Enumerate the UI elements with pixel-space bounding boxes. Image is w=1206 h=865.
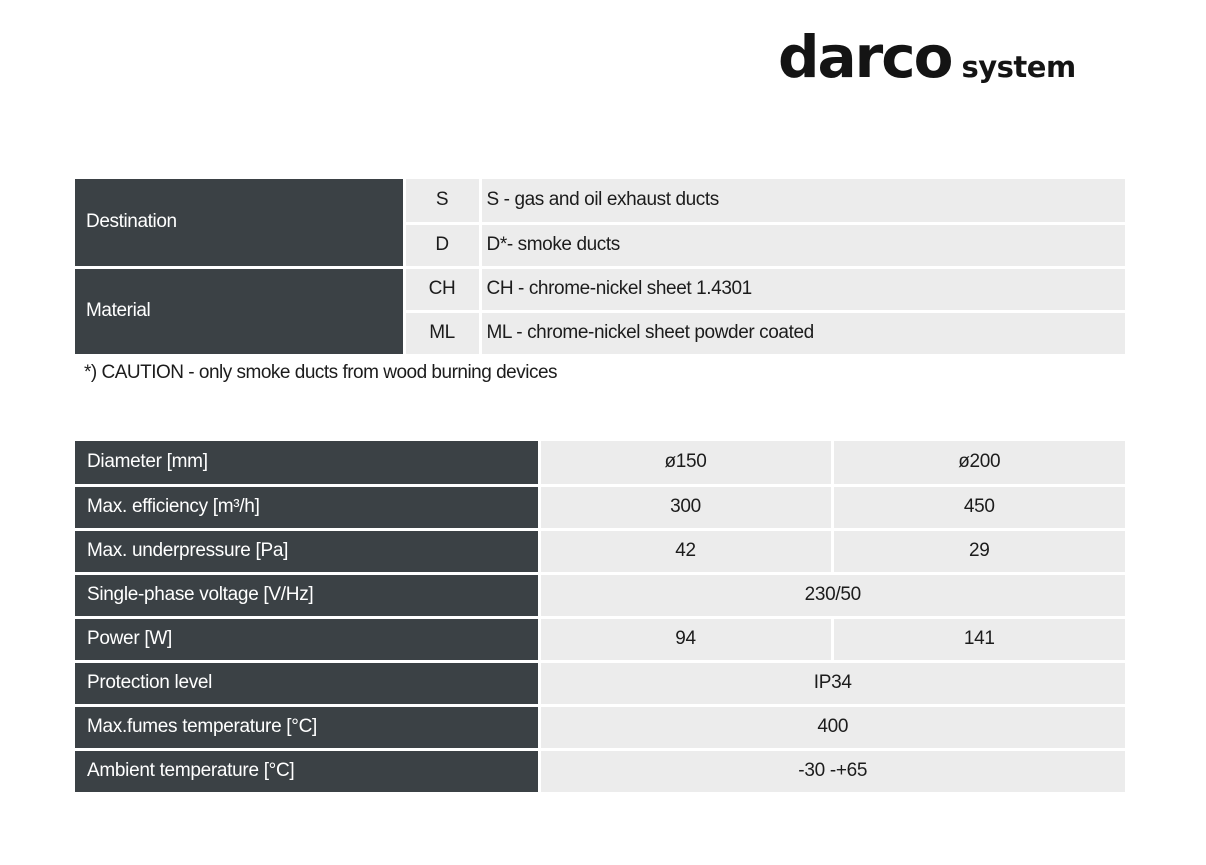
logo-subtitle: system [961, 50, 1076, 84]
spec-value: IP34 [539, 661, 1125, 705]
code-cell: ML [404, 311, 480, 355]
spec-value: 450 [832, 485, 1125, 529]
spec-value: -30 -+65 [539, 749, 1125, 793]
description-cell: CH - chrome-nickel sheet 1.4301 [480, 267, 1125, 311]
spec-label: Max.fumes temperature [°C] [75, 705, 539, 749]
table-row [75, 617, 1125, 661]
caution-note: *) CAUTION - only smoke ducts from wood burning devices [84, 362, 558, 383]
specification-table [75, 441, 1125, 795]
table-row [75, 441, 1125, 485]
spec-value: 29 [832, 529, 1125, 573]
code-cell: D [404, 223, 480, 267]
destination-material-table [75, 179, 1125, 357]
spec-label: Diameter [mm] [75, 441, 539, 485]
destination-header: Destination [75, 179, 404, 267]
spec-value: 300 [539, 485, 832, 529]
table-row [75, 267, 1125, 311]
spec-label: Ambient temperature [°C] [75, 749, 539, 793]
description-cell: ML - chrome-nickel sheet powder coated [480, 311, 1125, 355]
table-row [75, 573, 1125, 617]
description-cell: D*- smoke ducts [480, 223, 1125, 267]
spec-label: Single-phase voltage [V/Hz] [75, 573, 539, 617]
spec-value: 400 [539, 705, 1125, 749]
table-row [75, 705, 1125, 749]
material-header: Material [75, 267, 404, 355]
spec-value: ø200 [832, 441, 1125, 485]
table-row [75, 179, 1125, 223]
spec-label: Protection level [75, 661, 539, 705]
spec-value: 230/50 [539, 573, 1125, 617]
spec-label: Power [W] [75, 617, 539, 661]
spec-label: Max. efficiency [m³/h] [75, 485, 539, 529]
description-cell: S - gas and oil exhaust ducts [480, 179, 1125, 223]
logo-wordmark: darco [778, 23, 952, 91]
spec-value: 94 [539, 617, 832, 661]
table-row [75, 661, 1125, 705]
code-cell: CH [404, 267, 480, 311]
table-row [75, 485, 1125, 529]
spec-value: 141 [832, 617, 1125, 661]
spec-value: ø150 [539, 441, 832, 485]
brand-logo [778, 23, 1138, 98]
spec-value: 42 [539, 529, 832, 573]
table-row [75, 529, 1125, 573]
table-row [75, 749, 1125, 793]
code-cell: S [404, 179, 480, 223]
spec-label: Max. underpressure [Pa] [75, 529, 539, 573]
